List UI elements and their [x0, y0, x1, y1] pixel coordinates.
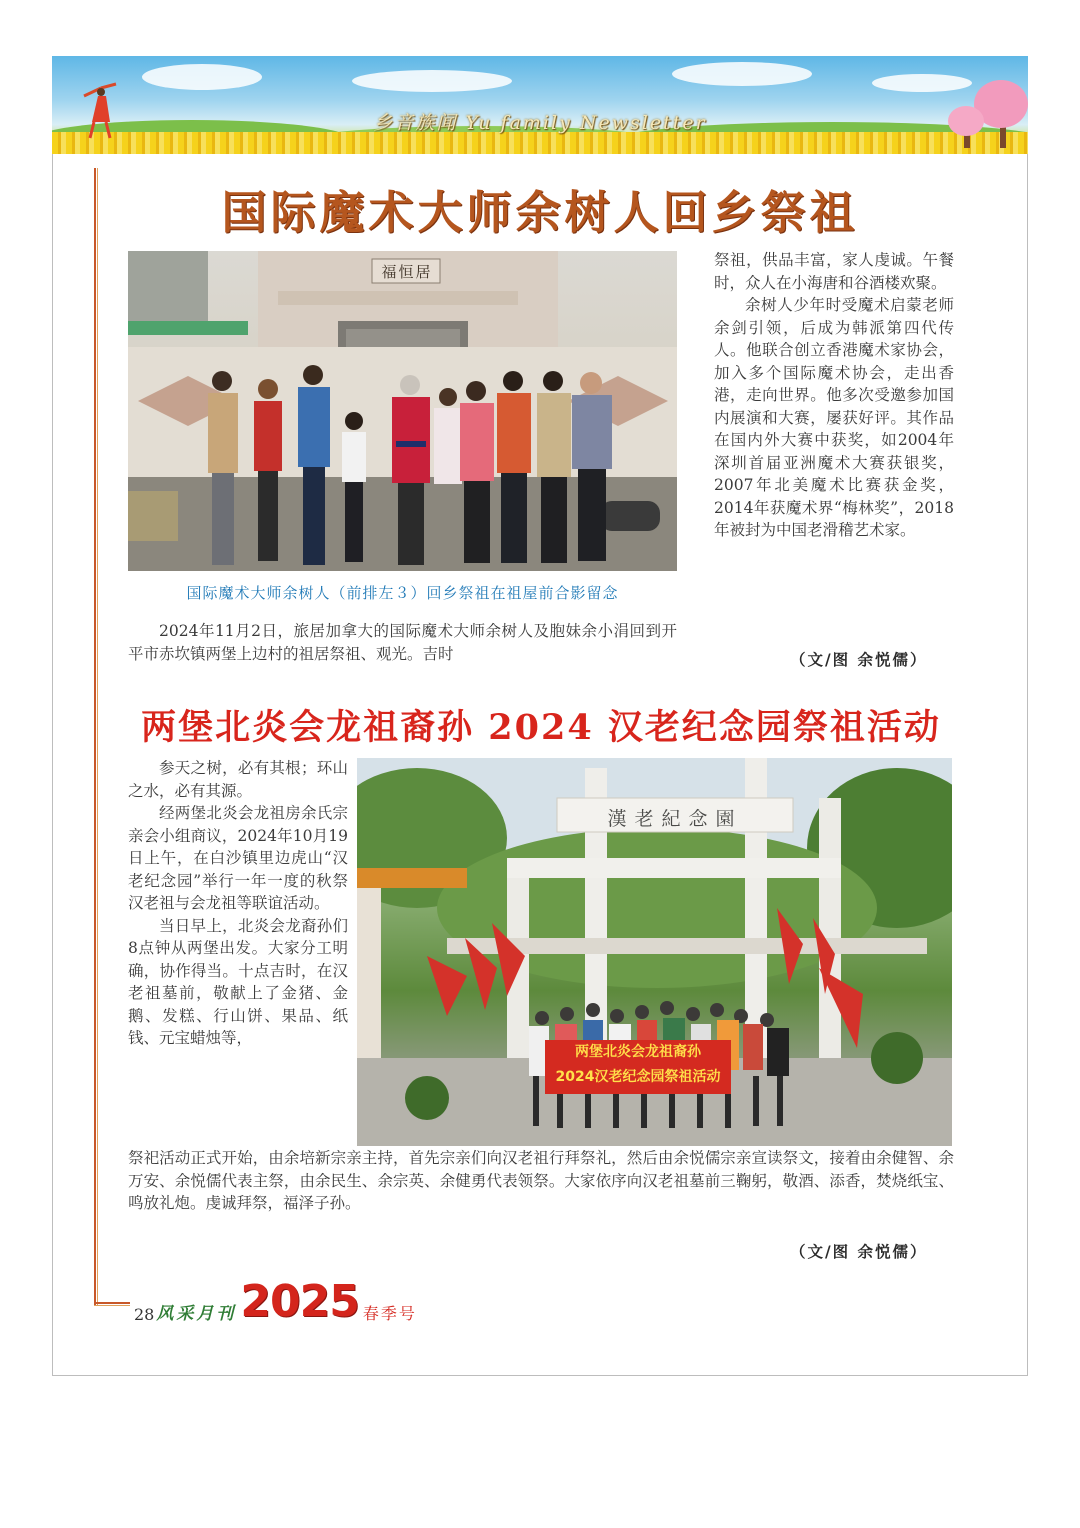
paragraph: 祭祖，供品丰富，家人虔诚。午餐时，众人在小海唐和谷酒楼欢聚。 [714, 251, 954, 292]
page-footer [134, 1276, 417, 1327]
article1-title: 国际魔术大师余树人回乡祭祖 [221, 186, 859, 239]
article2-photo [357, 758, 952, 1146]
article1-photo-caption: 国际魔术大师余树人（前排左３）回乡祭祖在祖屋前合影留念 [186, 584, 619, 602]
red-banner-line1: 两堡北炎会龙祖裔孙 [575, 1044, 701, 1060]
issue-year: 2025 [240, 1276, 359, 1327]
decorative-frame-line [94, 1302, 130, 1306]
article2-credit: （文/图 余悦儒） [790, 1242, 928, 1261]
article2-bottom-paragraph [128, 1147, 954, 1215]
magazine-name: 风采月刊 [156, 1304, 237, 1324]
paragraph: 当日早上，北炎会龙裔孙们8点钟从两堡出发。大家分工明确，协作得当。十点吉时，在汉老祖墓前，敬献上了金猪、金鹅、发糕、行山饼、果品、纸钱、元宝蜡烛等， [128, 916, 348, 1047]
article2-title: 两堡北炎会龙祖裔孙 2024 汉老纪念园祭祖活动 [141, 707, 941, 748]
article1-photo [128, 251, 677, 571]
header-banner [52, 56, 1028, 154]
arch-plaque: 漢老紀念園 [607, 808, 743, 830]
paragraph: 2024年11月2日，旅居加拿大的国际魔术大师余树人及胞妹余小涓回到开平市赤坎镇两堡上边村的祖居祭祖、观光。吉时 [128, 622, 677, 663]
door-plaque: 福恒居 [381, 263, 433, 281]
issue-season: 春季号 [362, 1304, 417, 1323]
paragraph: 经两堡北炎会龙祖房余氏宗亲会小组商议，2024年10月19日上午，在白沙镇里边虎山“汉老纪念园”举行一年一度的秋祭汉老祖与会龙祖等联谊活动。 [128, 804, 348, 912]
paragraph: 祭祀活动正式开始，由余培新宗亲主持，首先宗亲们向汉老祖行拜祭礼，然后由余悦儒宗亲宣读祭文，接着由余健智、余万安、余悦儒代表主祭，由余民生、余宗英、余健勇代表领祭。大家依序向汉老祖墓前三鞠躬，敬酒、添香，焚烧纸宝、鸣放礼炮。虔诚拜祭，福泽子孙。 [128, 1149, 954, 1212]
red-banner [545, 1040, 731, 1094]
article1-bottom-paragraph [128, 620, 677, 665]
page-number: 28 [134, 1305, 155, 1324]
article1-credit: （文/图 余悦儒） [790, 650, 928, 669]
decorative-frame-line [94, 168, 98, 1306]
article1-right-column [714, 249, 954, 542]
paragraph: 余树人少年时受魔术启蒙老师余剑引领，后成为韩派第四代传人。他联合创立香港魔术家协会，加入多个国际魔术协会，走出香港，走向世界。他多次受邀参加国内展演和大赛，屡获好评。其作品在国内外大赛中获奖，如2004年深圳首届亚洲魔术大赛获银奖，2007年北美魔术比赛获金奖，2014年获魔术界“梅林奖”，2018年被封为中国老滑稽艺术家。 [714, 296, 954, 539]
article2-left-column [128, 757, 348, 1050]
paragraph: 参天之树，必有其根；环山之水，必有其源。 [128, 759, 348, 800]
banner-title: 乡音族闻 Yu family Newsletter [373, 112, 707, 134]
red-banner-line2: 2024汉老纪念园祭祖活动 [555, 1069, 721, 1085]
